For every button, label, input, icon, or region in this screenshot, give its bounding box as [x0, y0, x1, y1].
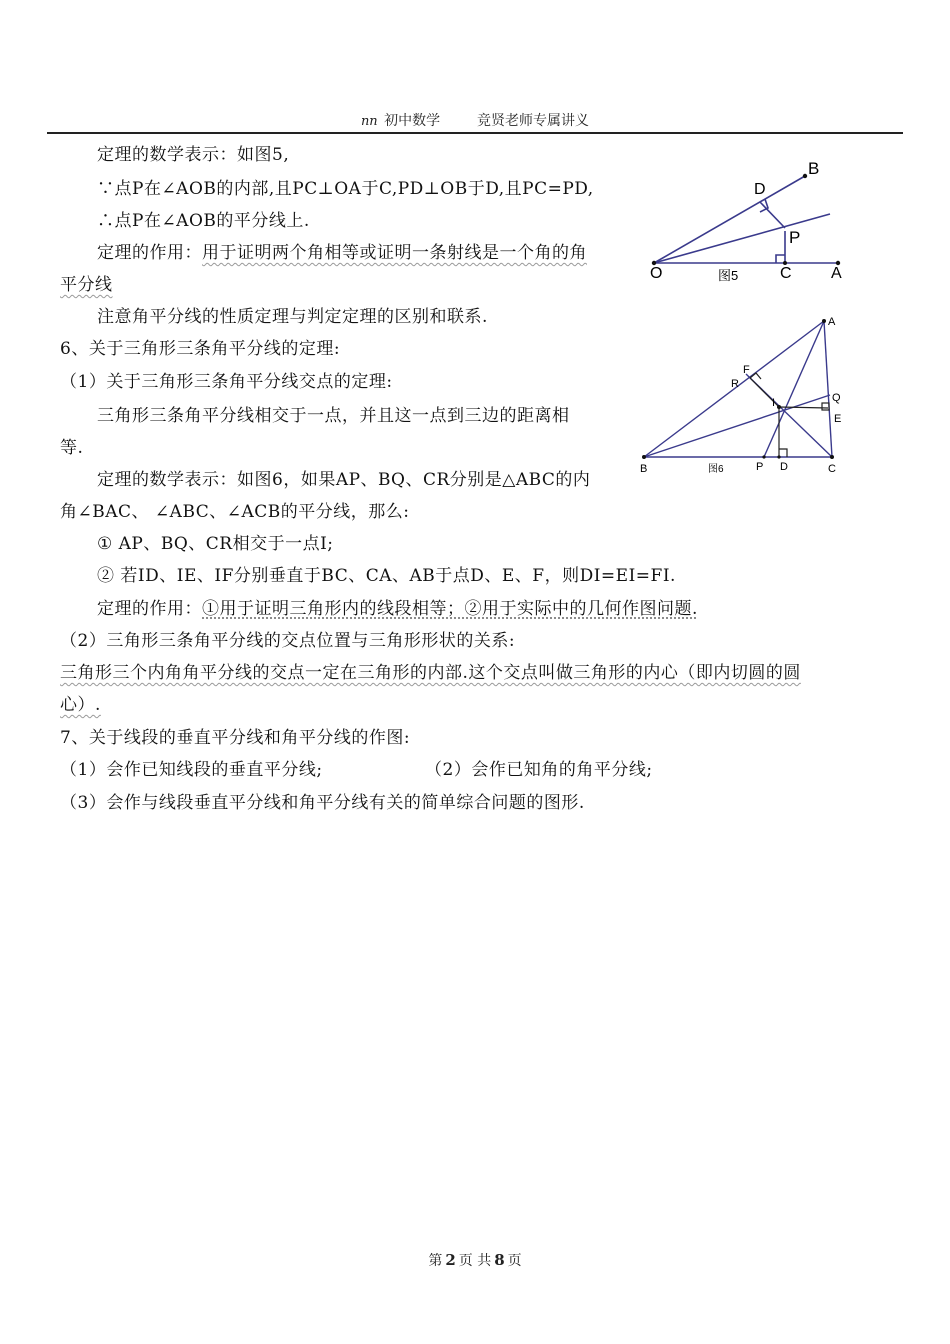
header-subject: 初中数学: [384, 113, 441, 129]
text-line: 定理的数学表示：如图6，如果AP、BQ、CR分别是△ABC的内: [97, 470, 591, 490]
right-angle-d: [779, 449, 787, 457]
text-line: ① AP、BQ、CR相交于一点I;: [97, 534, 334, 554]
text-line: 平分线: [60, 275, 113, 295]
page-total: 8: [494, 1251, 505, 1269]
figure-caption: 图6: [708, 464, 724, 475]
text-line: ∵点P在∠AOB的内部,且PC⊥OA于C,PD⊥OB于D,且PC=PD,: [97, 179, 594, 199]
footer-middle: 页 共: [458, 1253, 492, 1269]
figure-6: [636, 312, 851, 482]
section-heading: 7、关于线段的垂直平分线和角平分线的作图:: [60, 728, 411, 748]
subsection-heading: （1）关于三角形三条角平分线交点的定理:: [60, 372, 393, 392]
text-line: 角∠BAC、 ∠ABC、∠ACB的平分线，那么:: [60, 502, 410, 522]
page-header: [47, 112, 903, 134]
label-a: A: [828, 316, 836, 328]
subsection-heading: （2）三角形三条角平分线的交点位置与三角形形状的关系:: [60, 631, 516, 651]
text-line: [97, 241, 587, 265]
text-line: （2）会作已知角的角平分线;: [425, 760, 653, 780]
section-heading: 6、关于三角形三条角平分线的定理:: [60, 339, 341, 359]
text-line: 等.: [60, 438, 84, 458]
label-a: A: [831, 265, 842, 282]
text-line: 定理的数学表示：如图5,: [97, 145, 290, 165]
label-r: R: [731, 378, 739, 390]
label-p: P: [756, 461, 764, 473]
bisector-ap: [764, 321, 824, 457]
figure-5: [640, 152, 855, 287]
side-ac: [824, 321, 832, 457]
label-b: B: [640, 463, 648, 475]
right-angle-f: [750, 373, 761, 379]
header-teacher: 竞贤老师专属讲义: [477, 113, 590, 129]
page-footer: [0, 1250, 950, 1270]
text-line: （1）会作已知线段的垂直平分线;: [60, 760, 323, 780]
page-number: 2: [445, 1251, 456, 1269]
label-e: E: [834, 413, 842, 425]
text-line: ② 若ID、IE、IF分别垂直于BC、CA、AB于点D、E、F，则DI=EI=FI.: [97, 566, 676, 586]
label-p: P: [789, 228, 801, 247]
footer-prefix: 第: [428, 1253, 443, 1269]
text-line: 注意角平分线的性质定理与判定定理的区别和联系.: [97, 307, 488, 327]
text-line: （3）会作与线段垂直平分线和角平分线有关的简单综合问题的图形.: [60, 793, 585, 813]
highlighted-text: 用于证明两个角相等或证明一条射线是一个角的角: [202, 243, 587, 263]
label-o: O: [650, 265, 663, 282]
label: 定理的作用：: [97, 599, 202, 619]
label-q: Q: [832, 392, 841, 404]
label-c: C: [780, 265, 792, 282]
text-line: ∴点P在∠AOB的平分线上.: [97, 211, 310, 231]
label-d: D: [754, 181, 766, 198]
label: 定理的作用：: [97, 243, 202, 263]
logo: nn: [360, 114, 378, 129]
label-d: D: [780, 461, 788, 473]
ray-ob: [654, 176, 805, 263]
label-b: B: [808, 159, 820, 178]
text-line: 三角形三条角平分线相交于一点，并且这一点到三边的距离相: [97, 406, 570, 426]
text-line: 三角形三个内角角平分线的交点一定在三角形的内部.这个交点叫做三角形的内心（即内切圆的圆: [60, 663, 801, 683]
figure-caption: 图5: [718, 268, 739, 283]
bisector-op: [654, 214, 830, 263]
highlighted-text: ①用于证明三角形内的线段相等；②用于实际中的几何作图问题.: [202, 599, 698, 619]
label-f: F: [743, 364, 750, 376]
label-c: C: [828, 463, 836, 475]
text-line: 心）.: [60, 695, 101, 715]
bisector-bq: [644, 395, 830, 457]
label-i: I: [772, 397, 776, 409]
footer-suffix: 页: [507, 1253, 522, 1269]
text-line: [97, 597, 698, 621]
segment-pd: [760, 202, 785, 228]
right-angle-e: [822, 403, 829, 410]
